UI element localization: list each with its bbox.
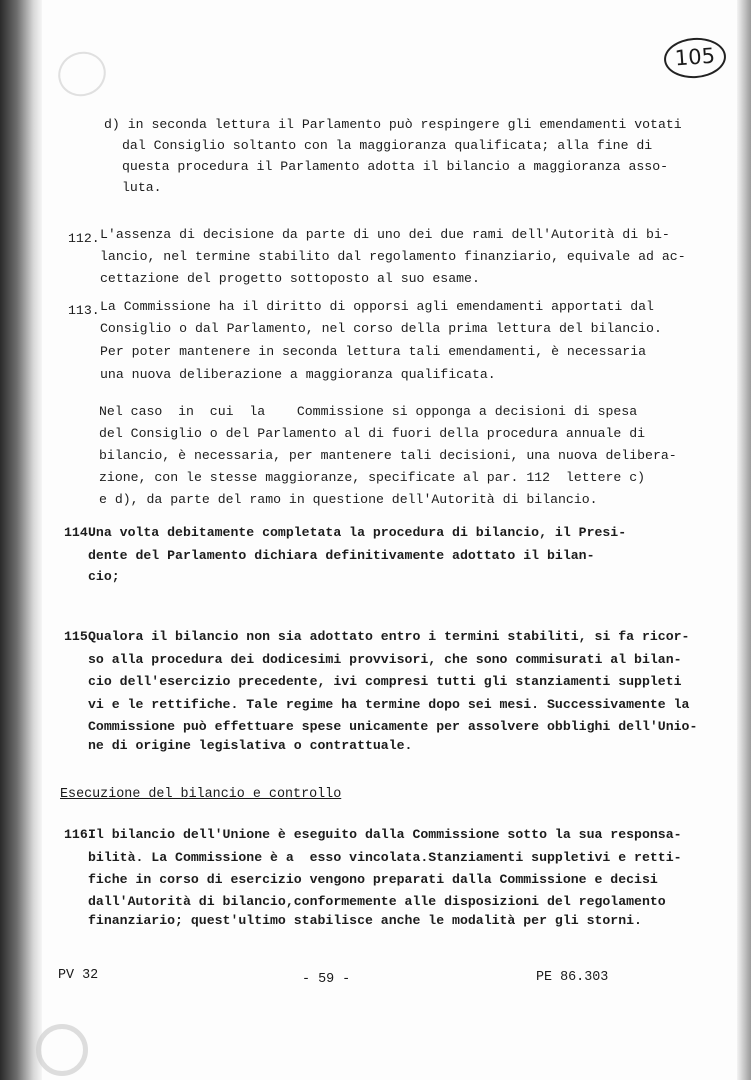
para-113-line-2: Consiglio o dal Parlamento, nel corso della prima lettura del bilancio. <box>100 321 662 336</box>
para-112-line-3: cettazione del progetto sottoposto al suo esame. <box>100 271 480 286</box>
para-113-b-line-5: e d), da parte del ramo in questione dell'Autorità di bilancio. <box>99 492 598 507</box>
page-edge-shadow <box>737 0 751 1080</box>
para-116-number: 116. <box>64 827 96 842</box>
para-114-number: 114. <box>64 525 96 540</box>
para-114-line-3: cio; <box>88 569 120 584</box>
para-116-line-3: fiche in corso di esercizio vengono preparati dalla Commissione e decisi <box>88 872 658 887</box>
para-115-line-1: Qualora il bilancio non sia adottato entro i termini stabiliti, si fa ricor- <box>88 629 690 644</box>
faded-stamp <box>52 45 112 103</box>
para-112-number: 112. <box>68 231 100 246</box>
section-heading: Esecuzione del bilancio e controllo <box>60 787 342 802</box>
para-116-line-1: Il bilancio dell'Unione è eseguito dalla Commissione sotto la sua responsa- <box>88 827 682 842</box>
para-114-line-1: Una volta debitamente completata la procedura di bilancio, il Presi- <box>88 525 627 540</box>
para-113-b-line-2: del Consiglio o del Parlamento al di fuori della procedura annuale di <box>99 426 646 441</box>
item-d-line-1: d) in seconda lettura il Parlamento può respingere gli emendamenti votati <box>104 117 682 132</box>
para-113-b-line-3: bilancio, è necessaria, per mantenere tali decisioni, una nuova delibera- <box>99 448 677 463</box>
para-115-line-2: so alla procedura dei dodicesimi provvisori, che sono commisurati al bilan- <box>88 652 682 667</box>
para-113-line-4: una nuova deliberazione a maggioranza qualificata. <box>100 367 496 382</box>
binding-gutter <box>0 0 42 1080</box>
para-116-line-4: dall'Autorità di bilancio,conformemente alle disposizioni del regolamento <box>88 894 666 909</box>
para-113-line-1: La Commissione ha il diritto di opporsi agli emendamenti apportati dal <box>100 299 654 314</box>
para-113-b-line-4: zione, con le stesse maggioranze, specificate al par. 112 lettere c) <box>99 470 646 485</box>
para-112-line-2: lancio, nel termine stabilito dal regolamento finanziario, equivale ad ac- <box>100 249 686 264</box>
footer-page-number: - 59 - <box>302 972 351 987</box>
para-112-line-1: L'assenza di decisione da parte di uno dei due rami dell'Autorità di bi- <box>100 227 670 242</box>
para-113-line-3: Per poter mantenere in seconda lettura tali emendamenti, è necessaria <box>100 344 647 359</box>
para-116-line-5: finanziario; quest'ultimo stabilisce anche le modalità per gli storni. <box>88 913 642 928</box>
para-115-number: 115. <box>64 629 96 644</box>
handwritten-page-number: 105 <box>663 36 728 80</box>
para-116-line-2: bilità. La Commissione è a esso vincolata.Stanziamenti suppletivi e retti- <box>88 850 682 865</box>
para-113-b-line-1: Nel caso in cui la Commissione si opponga a decisioni di spesa <box>99 404 638 419</box>
footer-left: PV 32 <box>58 968 99 983</box>
watermark-circle <box>36 1024 88 1076</box>
footer-reference: PE 86.303 <box>536 970 609 985</box>
para-115-line-4: vi e le rettifiche. Tale regime ha termine dopo sei mesi. Successivamente la <box>88 697 690 712</box>
para-113-number: 113. <box>68 303 100 318</box>
para-115-line-3: cio dell'esercizio precedente, ivi compresi tutti gli stanziamenti suppleti <box>88 674 682 689</box>
item-d-line-2: dal Consiglio soltanto con la maggioranza qualificata; alla fine di <box>122 138 653 153</box>
item-d-line-3: questa procedura il Parlamento adotta il bilancio a maggioranza asso- <box>122 159 669 174</box>
para-114-line-2: dente del Parlamento dichiara definitivamente adottato il bilan- <box>88 548 595 563</box>
item-d-line-4: luta. <box>122 180 162 195</box>
para-115-line-5: Commissione può effettuare spese unicamente per assolvere obblighi dell'Unio- <box>88 719 698 734</box>
para-115-line-6: ne di origine legislativa o contrattuale. <box>88 738 413 753</box>
